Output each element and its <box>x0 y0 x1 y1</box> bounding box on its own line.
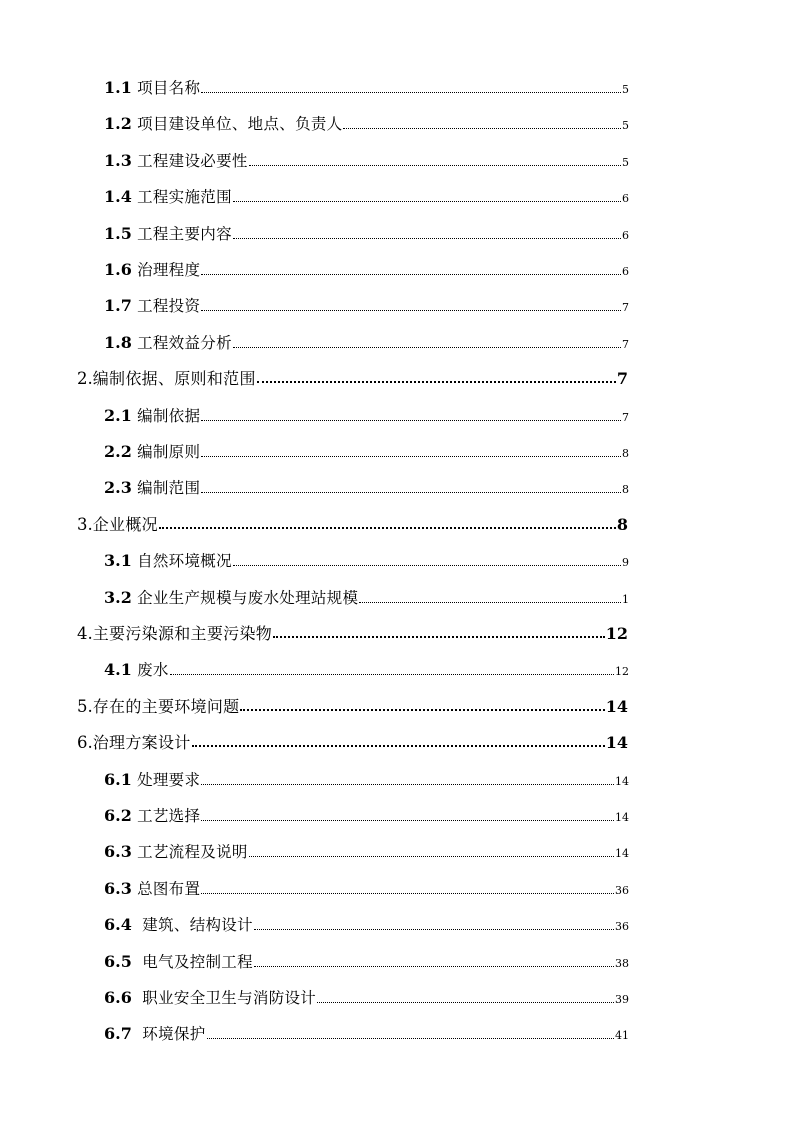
toc-entry-title: 存在的主要环境问题 <box>92 696 240 716</box>
toc-entry-page-number: 14 <box>615 774 629 788</box>
toc-entry-page-number: 5 <box>622 83 629 96</box>
toc-entry-page-number: 14 <box>605 733 628 753</box>
toc-entry-page-number: 8 <box>622 447 629 460</box>
toc-entry[interactable] <box>104 981 629 1015</box>
toc-entry[interactable] <box>104 471 629 505</box>
toc-dot-leader <box>233 346 621 348</box>
toc-entry-number: 6.4 <box>104 915 132 935</box>
toc-entry-number: 3.2 <box>104 587 132 607</box>
toc-entry-title: 编制依据、原则和范围 <box>92 369 256 389</box>
toc-dot-leader <box>201 892 614 894</box>
toc-entry-number: 1.5 <box>104 223 132 243</box>
toc-dot-leader <box>201 819 614 821</box>
toc-entry[interactable] <box>104 945 629 979</box>
toc-entry-title: 项目建设单位、地点、负责人 <box>137 115 343 134</box>
toc-entry-number: 1.7 <box>104 296 132 316</box>
toc-entry-title: 项目名称 <box>137 79 201 97</box>
toc-entry-page-number: 39 <box>615 993 629 1006</box>
toc-entry-page-number: 12 <box>615 665 629 679</box>
toc-entry-title: 环境保护 <box>137 1025 206 1044</box>
toc-entry-title: 处理要求 <box>137 770 201 789</box>
toc-entry-title: 职业安全卫生与消防设计 <box>137 989 317 1007</box>
toc-entry[interactable] <box>77 362 628 396</box>
toc-dot-leader <box>273 635 605 638</box>
toc-entry[interactable] <box>104 835 629 869</box>
toc-entry-page-number: 6 <box>622 228 629 242</box>
toc-entry-title: 工程效益分析 <box>137 333 232 352</box>
toc-entry[interactable] <box>104 399 629 433</box>
toc-dot-leader <box>207 1037 614 1039</box>
toc-entry-page-number: 38 <box>615 956 629 970</box>
toc-entry-page-number: 9 <box>622 556 629 570</box>
toc-entry-number: 6.3 <box>104 842 132 862</box>
toc-entry-title: 主要污染源和主要污染物 <box>92 624 273 643</box>
toc-entry-number: 2.3 <box>104 478 132 498</box>
toc-dot-leader <box>201 491 621 493</box>
toc-entry-page-number: 8 <box>622 483 629 497</box>
toc-entry-number: 2.1 <box>104 405 132 425</box>
toc-entry-number: 1.3 <box>104 150 132 170</box>
toc-entry[interactable] <box>104 872 629 906</box>
toc-entry[interactable] <box>104 253 629 287</box>
toc-entry-number: 6.5 <box>104 951 132 971</box>
toc-entry-number: 6.2 <box>104 806 132 825</box>
toc-entry-number: 4. <box>77 624 93 643</box>
toc-entry-title: 治理方案设计 <box>92 733 191 753</box>
toc-dot-leader <box>317 1001 614 1003</box>
toc-entry-number: 6.3 <box>104 878 132 898</box>
toc-dot-leader <box>201 91 621 93</box>
toc-entry-number: 3.1 <box>104 551 132 571</box>
toc-entry-page-number: 5 <box>622 155 629 169</box>
toc-dot-leader <box>201 273 621 275</box>
toc-entry[interactable] <box>104 908 629 942</box>
toc-entry-title: 工程主要内容 <box>137 224 232 243</box>
toc-entry-page-number: 6 <box>622 192 629 206</box>
toc-entry-page-number: 7 <box>622 337 629 351</box>
toc-entry-page-number: 7 <box>622 410 629 424</box>
toc-entry[interactable] <box>104 217 629 251</box>
toc-entry-page-number: 5 <box>622 119 629 133</box>
toc-dot-leader <box>201 455 621 457</box>
toc-dot-leader <box>201 783 614 785</box>
toc-entry-page-number: 12 <box>605 624 628 643</box>
toc-entry[interactable] <box>104 144 629 178</box>
toc-entry-number: 6. <box>77 733 93 753</box>
toc-entry-title: 废水 <box>137 661 169 680</box>
toc-entry-page-number: 1 <box>622 592 629 606</box>
toc-entry-number: 6.6 <box>104 988 132 1007</box>
toc-dot-leader <box>249 855 614 857</box>
toc-dot-leader <box>233 237 621 239</box>
toc-entry-page-number: 36 <box>615 920 629 934</box>
toc-entry-number: 6.1 <box>104 769 132 789</box>
toc-entry-title: 电气及控制工程 <box>137 952 253 971</box>
toc-entry-title: 工程投资 <box>137 297 201 316</box>
toc-entry-title: 编制原则 <box>137 443 201 461</box>
toc-dot-leader <box>240 708 604 711</box>
toc-dot-leader <box>343 127 621 129</box>
toc-entry-title: 建筑、结构设计 <box>137 916 253 935</box>
toc-entry-number: 2.2 <box>104 442 132 461</box>
toc-entry-title: 自然环境概况 <box>137 552 232 571</box>
toc-entry[interactable] <box>104 581 629 615</box>
toc-entry-number: 3. <box>77 514 93 534</box>
toc-entry-page-number: 14 <box>605 696 628 716</box>
toc-dot-leader <box>159 526 616 529</box>
toc-entry[interactable] <box>77 726 628 760</box>
toc-entry[interactable] <box>104 289 629 323</box>
toc-entry-page-number: 41 <box>615 1029 629 1043</box>
toc-entry-title: 工艺流程及说明 <box>137 843 248 862</box>
toc-entry-number: 1.2 <box>104 114 132 134</box>
toc-entry-page-number: 14 <box>615 847 629 861</box>
toc-entry-title: 工艺选择 <box>137 807 201 825</box>
toc-entry-title: 治理程度 <box>137 261 201 279</box>
toc-entry-page-number: 36 <box>615 883 629 897</box>
toc-entry-number: 5. <box>77 696 93 716</box>
toc-entry[interactable] <box>104 799 629 833</box>
toc-entry[interactable] <box>104 544 629 578</box>
toc-dot-leader <box>254 965 614 967</box>
toc-dot-leader <box>192 744 605 747</box>
toc-entry-title: 工程实施范围 <box>137 188 232 207</box>
toc-entry-page-number: 6 <box>622 265 629 278</box>
toc-dot-leader <box>170 673 614 675</box>
toc-dot-leader <box>257 380 616 383</box>
toc-entry-number: 1.1 <box>104 78 132 97</box>
toc-entry[interactable] <box>104 1017 629 1051</box>
toc-entry-number: 1.6 <box>104 260 132 279</box>
toc-entry[interactable] <box>104 326 629 360</box>
toc-entry[interactable] <box>104 435 629 469</box>
toc-entry-number: 1.8 <box>104 332 132 352</box>
toc-entry-title: 编制范围 <box>137 479 201 498</box>
toc-entry-number: 2. <box>77 369 93 389</box>
toc-dot-leader <box>233 200 621 202</box>
toc-entry-number: 4.1 <box>104 660 132 680</box>
toc-entry-title: 编制依据 <box>137 406 201 425</box>
toc-entry-title: 企业概况 <box>92 514 158 534</box>
toc-entry-title: 工程建设必要性 <box>137 151 248 170</box>
toc-entry[interactable] <box>77 508 628 542</box>
toc-entry[interactable] <box>77 690 628 724</box>
toc-entry-page-number: 8 <box>616 514 628 534</box>
toc-entry-title: 企业生产规模与废水处理站规模 <box>137 588 359 607</box>
toc-dot-leader <box>233 564 621 566</box>
toc-entry[interactable] <box>104 180 629 214</box>
toc-entry[interactable] <box>104 107 629 141</box>
toc-entry[interactable] <box>104 71 629 105</box>
toc-dot-leader <box>254 928 614 930</box>
toc-dot-leader <box>201 309 621 311</box>
toc-entry-page-number: 7 <box>616 369 628 389</box>
toc-dot-leader <box>359 601 621 603</box>
toc-entry-number: 1.4 <box>104 187 132 207</box>
toc-entry-page-number: 14 <box>615 811 629 824</box>
toc-entry-title: 总图布置 <box>137 879 201 898</box>
toc-entry-number: 6.7 <box>104 1024 132 1044</box>
toc-dot-leader <box>201 419 621 421</box>
toc-entry-page-number: 7 <box>622 301 629 315</box>
toc-entry[interactable] <box>77 617 628 651</box>
toc-entry[interactable] <box>104 653 629 687</box>
toc-dot-leader <box>249 164 621 166</box>
toc-entry[interactable] <box>104 763 629 797</box>
